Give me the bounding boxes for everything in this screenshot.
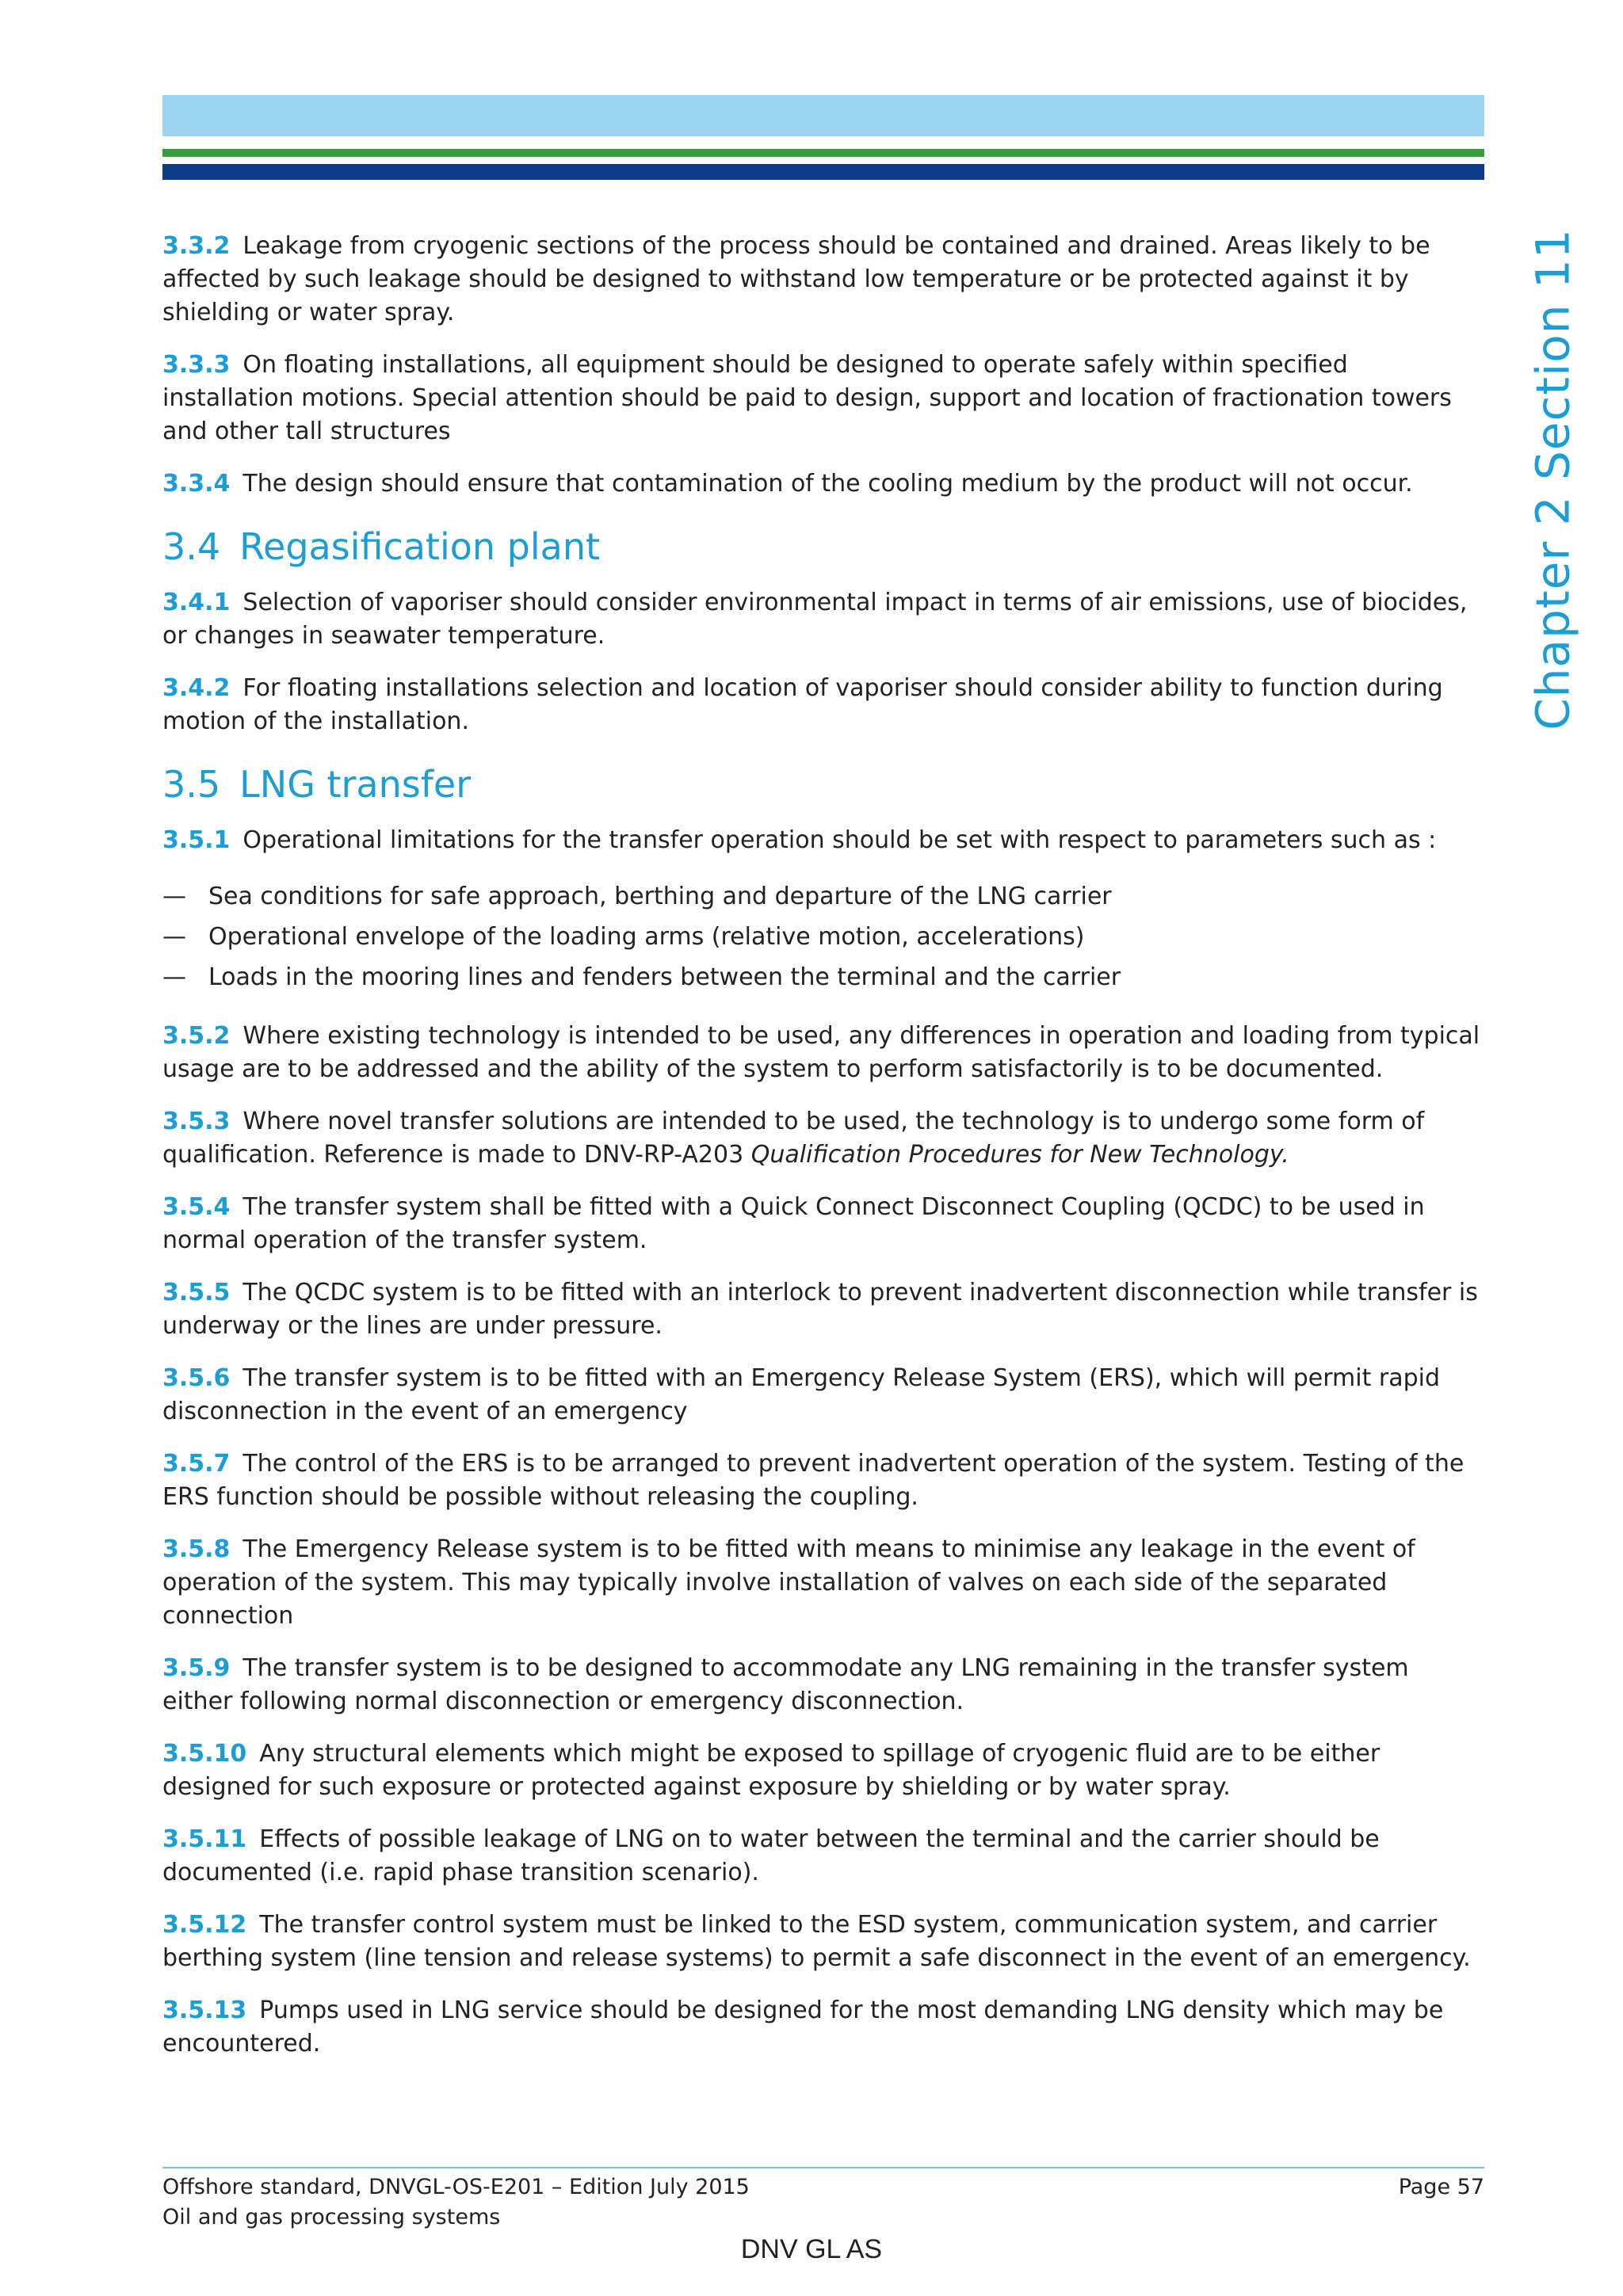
section-heading-3-4 [162,524,1486,569]
clause-text: For floating installations selection and location of vaporiser should consider ability to function during motion of the installation. [162,674,1443,735]
parameter-list [162,876,1486,997]
clause-number: 3.5.13 [162,1997,247,2024]
clause-text: The control of the ERS is to be arranged to prevent inadvertent operation of the system. Testing of the ERS function should be possible without releasing the coupling. [162,1450,1465,1511]
clause-number: 3.5.12 [162,1911,247,1939]
company-name: DNV GL AS [740,2234,883,2264]
paragraph-3-5-5 [162,1276,1486,1343]
page-number: Page 57 [1398,2175,1484,2199]
paragraph-3-5-1 [162,824,1486,857]
paragraph-3-5-6 [162,1362,1486,1428]
clause-text: The design should ensure that contamination of the cooling medium by the product will not occur. [242,470,1413,498]
list-item [162,957,1486,997]
clause-number: 3.5.7 [162,1450,231,1478]
paragraph-3-5-9 [162,1652,1486,1718]
clause-number: 3.5.4 [162,1193,231,1221]
clause-number: 3.3.4 [162,470,231,498]
list-item [162,876,1486,917]
clause-text: Where existing technology is intended to be used, any differences in operation and loading from typical usage are to be addressed and the ability of the system to perform satisfactorily is to be documented. [162,1022,1480,1083]
header-band-navy [162,164,1484,180]
clause-number: 3.3.2 [162,232,231,260]
chapter-section-label: Chapter 2 Section 11 [1526,228,1581,730]
clause-number: 3.5.6 [162,1364,231,1392]
chapter-section-tab [1522,228,1585,730]
footer-title-line: Oil and gas processing systems [162,2205,501,2229]
clause-text: The Emergency Release system is to be fitted with means to minimise any leakage in the event of operation of the system. This may typically involve installation of valves on each side of the separated connection [162,1535,1415,1630]
list-dash: — [162,963,186,991]
paragraph-3-3-2 [162,230,1486,330]
paragraph-3-5-11 [162,1823,1486,1890]
clause-text: Leakage from cryogenic sections of the process should be contained and drained. Areas likely to be affected by such leakage should be designed to withstand low temperature or be protected against it by shielding or water spray. [162,232,1430,326]
section-title: Regasification plant [239,525,601,568]
clause-text: The transfer system is to be fitted with an Emergency Release System (ERS), which will permit rapid disconnection in the event of an emergency [162,1364,1441,1425]
clause-number: 3.5.10 [162,1740,247,1768]
footer-rule [162,2167,1484,2168]
paragraph-3-5-12 [162,1909,1486,1975]
paragraph-3-5-4 [162,1191,1486,1257]
clause-number: 3.4.1 [162,589,231,616]
clause-number: 3.5.11 [162,1825,247,1853]
list-item-text: Loads in the mooring lines and fenders between the terminal and the carrier [208,963,1121,991]
section-heading-3-5 [162,762,1486,807]
clause-text: Selection of vaporiser should consider environmental impact in terms of air emissions, use of biocides, or changes in seawater temperature. [162,589,1468,650]
list-item [162,917,1486,957]
clause-text: Any structural elements which might be exposed to spillage of cryogenic fluid are to be either designed for such exposure or protected against exposure by shielding or by water spray. [162,1740,1381,1801]
paragraph-3-5-7 [162,1447,1486,1514]
section-number: 3.5 [162,763,221,806]
clause-number: 3.5.2 [162,1022,231,1050]
list-dash: — [162,883,186,910]
header-band-light [162,95,1484,136]
section-title: LNG transfer [239,763,472,806]
clause-text: The QCDC system is to be fitted with an interlock to prevent inadvertent disconnection while transfer is underway or the lines are under pressure. [162,1279,1478,1340]
clause-number: 3.5.1 [162,826,231,854]
clause-text: The transfer control system must be linked to the ESD system, communication system, and carrier berthing system (line tension and release systems) to permit a safe disconnect in the event of an emergency. [162,1911,1471,1972]
paragraph-3-3-4 [162,467,1486,501]
footer-standard-line: Offshore standard, DNVGL-OS-E201 – Edition July 2015 [162,2175,750,2199]
clause-number: 3.5.3 [162,1108,231,1135]
clause-number: 3.5.9 [162,1654,231,1682]
footer-document-info [162,2172,750,2233]
clause-text: Operational limitations for the transfer operation should be set with respect to parameters such as : [242,826,1437,854]
paragraph-3-5-8 [162,1533,1486,1633]
paragraph-3-3-3 [162,349,1486,448]
paragraph-3-5-13 [162,1994,1486,2061]
clause-text: The transfer system is to be designed to accommodate any LNG remaining in the transfer system either following normal disconnection or emergency disconnection. [162,1654,1409,1715]
clause-text: Effects of possible leakage of LNG on to water between the terminal and the carrier should be documented (i.e. rapid phase transition scenario). [162,1825,1380,1886]
clause-number: 3.4.2 [162,674,231,702]
clause-text: Where novel transfer solutions are intended to be used, the technology is to undergo some form of qualification. Reference is made to DNV-RP-A203 [162,1108,1425,1169]
paragraph-3-4-1 [162,586,1486,653]
clause-text: Pumps used in LNG service should be designed for the most demanding LNG density which may be encountered. [162,1997,1444,2058]
document-body [162,230,1486,2080]
paragraph-3-5-2 [162,1020,1486,1086]
list-item-text: Operational envelope of the loading arms (relative motion, accelerations) [208,923,1085,951]
clause-number: 3.5.8 [162,1535,231,1563]
clause-number: 3.5.5 [162,1279,231,1306]
paragraph-3-4-2 [162,672,1486,738]
list-item-text: Sea conditions for safe approach, berthing and departure of the LNG carrier [208,883,1112,910]
clause-number: 3.3.3 [162,351,231,379]
header-band-green [162,149,1484,157]
reference-title: Qualification Procedures for New Technology. [750,1141,1289,1169]
paragraph-3-5-3 [162,1105,1486,1172]
paragraph-3-5-10 [162,1737,1486,1804]
clause-text: The transfer system shall be fitted with a Quick Connect Disconnect Coupling (QCDC) to be used in normal operation of the transfer system. [162,1193,1425,1254]
clause-text: On floating installations, all equipment should be designed to operate safely within specified installation motions. Special attention should be paid to design, support and location of fractionation towers and other tall structures [162,351,1452,445]
section-number: 3.4 [162,525,221,568]
list-dash: — [162,923,186,951]
